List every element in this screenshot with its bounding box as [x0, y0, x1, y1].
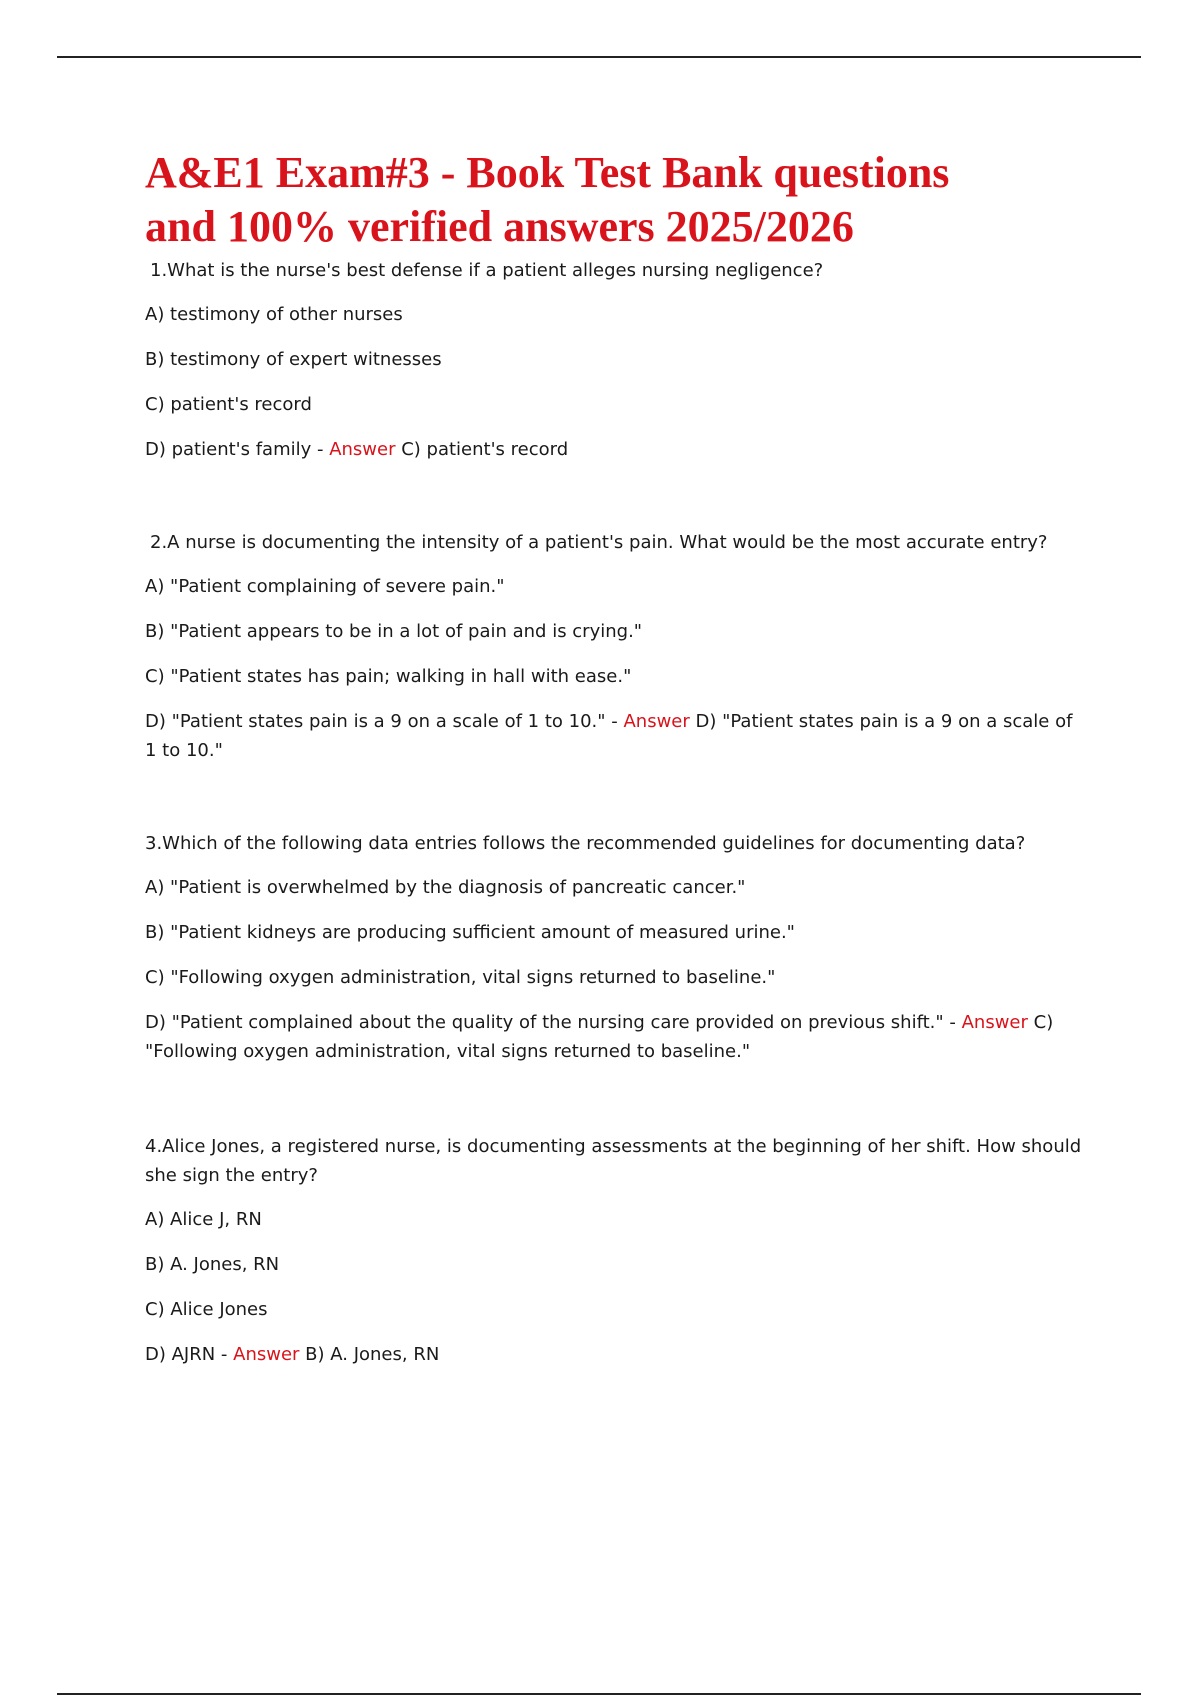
option-d: D) "Patient complained about the quality of the nursing care provided on previous shift." -	[145, 1012, 962, 1033]
footer-rule	[57, 1693, 1141, 1695]
option-a: A) "Patient is overwhelmed by the diagnosis of pancreatic cancer."	[145, 877, 746, 898]
question-4	[145, 1132, 1085, 1385]
answer-label: Answer	[961, 1012, 1028, 1033]
option-c: C) patient's record	[145, 394, 312, 415]
option-b: B) A. Jones, RN	[145, 1254, 280, 1275]
option-d: D) patient's family -	[145, 439, 330, 460]
option-c: C) Alice Jones	[145, 1299, 268, 1320]
option-d-with-answer	[145, 1008, 1085, 1066]
option-c: C) "Patient states has pain; walking in hall with ease."	[145, 666, 632, 687]
title-line-1: A&E1 Exam#3 - Book Test Bank questions	[145, 148, 950, 197]
option-b: B) "Patient kidneys are producing sufficient amount of measured urine."	[145, 922, 795, 943]
option-d-with-answer	[145, 707, 1085, 765]
answer-text: C) "Following oxygen administration, vital signs returned to baseline."	[145, 1012, 1054, 1062]
answer-label: Answer	[329, 439, 396, 460]
option-d-with-answer	[145, 1340, 1085, 1369]
question-stem: 2.A nurse is documenting the intensity of a patient's pain. What would be the most accurate entry?	[150, 532, 1048, 553]
option-a: A) Alice J, RN	[145, 1209, 262, 1230]
question-stem: 1.What is the nurse's best defense if a patient alleges nursing negligence?	[150, 260, 824, 281]
option-a: A) testimony of other nurses	[145, 304, 403, 325]
option-d-with-answer	[145, 435, 1085, 464]
title-line-2: and 100% verified answers 2025/2026	[145, 202, 854, 251]
option-d: D) AJRN -	[145, 1344, 234, 1365]
option-a: A) "Patient complaining of severe pain."	[145, 576, 505, 597]
answer-text: C) patient's record	[395, 439, 569, 460]
question-1	[145, 256, 1085, 480]
document-title	[145, 146, 1105, 254]
option-b: B) "Patient appears to be in a lot of pain and is crying."	[145, 621, 643, 642]
header-rule	[57, 56, 1141, 58]
question-stem: 3.Which of the following data entries follows the recommended guidelines for documenting data?	[145, 833, 1026, 854]
answer-text: B) A. Jones, RN	[299, 1344, 440, 1365]
answer-label: Answer	[623, 711, 690, 732]
question-stem: 4.Alice Jones, a registered nurse, is documenting assessments at the beginning of her shift. How should she sign the entry?	[145, 1136, 1082, 1186]
question-2	[145, 528, 1085, 781]
question-3	[145, 829, 1085, 1082]
option-d: D) "Patient states pain is a 9 on a scale of 1 to 10." -	[145, 711, 624, 732]
answer-text: D) "Patient states pain is a 9 on a scale of 1 to 10."	[145, 711, 1073, 761]
option-c: C) "Following oxygen administration, vital signs returned to baseline."	[145, 967, 776, 988]
option-b: B) testimony of expert witnesses	[145, 349, 442, 370]
answer-label: Answer	[233, 1344, 300, 1365]
